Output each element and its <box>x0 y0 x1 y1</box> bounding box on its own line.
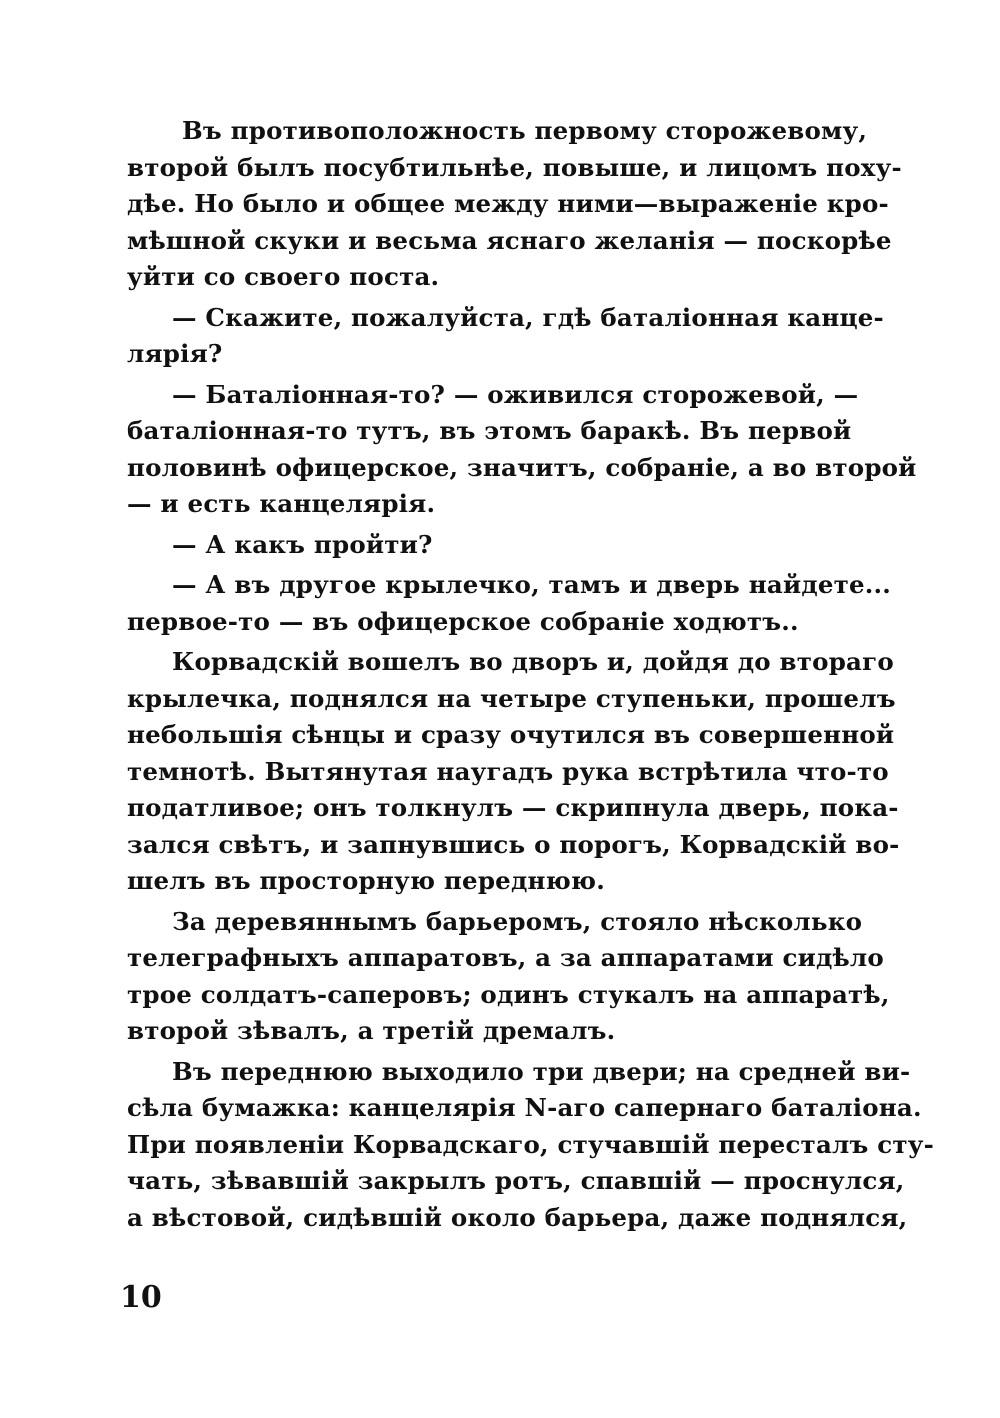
text-line: — и есть канцелярія. <box>127 489 436 518</box>
text-line: а вѣстовой, сидѣвшій около барьера, даже поднялся, <box>127 1202 908 1232</box>
text-line: Корвадскій вошелъ во дворъ и, дойдя до втораго <box>172 647 894 676</box>
text-line: крылечка, поднялся на четыре ступеньки, прошелъ <box>127 683 896 713</box>
text-line: телеграфныхъ аппаратовъ, а за аппаратами сидѣло <box>127 943 884 972</box>
text-line: Въ переднюю выходило три двери; на средней ви- <box>172 1056 911 1086</box>
text-line: второй зѣвалъ, а третій дремалъ. <box>127 1016 616 1045</box>
text-line: зался свѣтъ, и запнувшись о порогъ, Корвадскій во- <box>127 829 900 859</box>
text-line: баталіонная-то тутъ, въ этомъ баракѣ. Въ первой <box>127 416 852 445</box>
text-line: первое-то — въ офицерское собраніе ходютъ.. <box>127 606 799 636</box>
text-line: лярія? <box>127 339 223 368</box>
text-line: За деревяннымъ барьеромъ, стояло нѣсколько <box>172 906 863 936</box>
text-line: податливое; онъ толкнулъ — скрипнула дверь, пока- <box>127 793 899 822</box>
text-line: — Скажите, пожалуйста, гдѣ баталіонная канце- <box>172 302 884 332</box>
body-text <box>127 113 934 1236</box>
text-line: половинѣ офицерское, значитъ, собраніе, а во второй <box>127 452 917 482</box>
text-line: При появленіи Корвадскаго, стучавшій пересталъ сту- <box>127 1129 934 1159</box>
text-line: уйти со своего поста. <box>127 262 440 291</box>
page-number: 10 <box>120 1280 162 1315</box>
text-line: — Баталіонная-то? — оживился сторожевой, — <box>172 379 859 409</box>
paragraph-7 <box>127 904 890 1050</box>
paragraph-8 <box>127 1054 934 1237</box>
paragraph-5 <box>127 567 891 640</box>
text-line: дѣе. Но было и общее между ними—выраженіе кро- <box>127 189 889 218</box>
text-line: — А въ другое крылечко, тамъ и дверь найдете... <box>172 570 891 599</box>
text-line: темнотѣ. Вытянутая наугадъ рука встрѣтила что-то <box>127 756 889 786</box>
paragraph-6 <box>127 644 900 900</box>
text-line: чать, зѣвавшій закрылъ ротъ, спавшій — проснулся, <box>127 1166 905 1195</box>
text-line: мѣшной скуки и весьма яснаго желанія — поскорѣе <box>127 225 892 255</box>
text-line: небольшія сѣнцы и сразу очутился въ совершенной <box>127 720 895 749</box>
paragraph-2 <box>127 300 884 373</box>
paragraph-1 <box>127 113 902 296</box>
text-line: трое солдатъ-саперовъ; одинъ стукалъ на аппаратѣ, <box>127 979 890 1009</box>
paragraph-3 <box>127 377 917 523</box>
text-line: второй былъ посубтильнѣе, повыше, и лицомъ поху- <box>127 152 902 182</box>
text-line: Въ противоположность первому сторожевому, <box>182 116 868 145</box>
paragraph-4 <box>127 527 830 564</box>
text-line: — А какъ пройти? <box>172 529 433 559</box>
text-line: сѣла бумажка: канцелярія N-аго сапернаго баталіона. <box>127 1093 922 1122</box>
text-line: шелъ въ просторную переднюю. <box>127 866 605 895</box>
